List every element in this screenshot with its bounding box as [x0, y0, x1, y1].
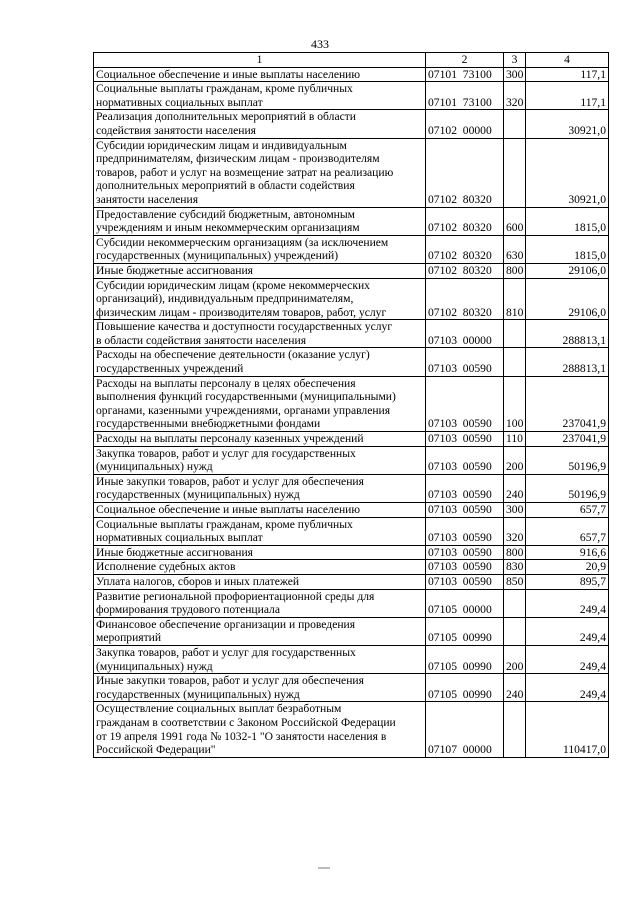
- row-sum-cell: 20,9: [526, 560, 609, 575]
- row-sum-cell: 50196,9: [526, 474, 609, 502]
- row-sum-cell: 1815,0: [526, 207, 609, 235]
- table-row: [94, 235, 609, 263]
- row-sum-cell: 657,7: [526, 503, 609, 518]
- row-vr-cell: 300: [504, 67, 526, 82]
- row-vr-cell: 300: [504, 503, 526, 518]
- table-row: [94, 560, 609, 575]
- row-vr-cell: 630: [504, 235, 526, 263]
- row-name-cell: Развитие региональной профориентационной среды для формирования трудового потенциала: [94, 589, 426, 617]
- row-sum-cell: 117,1: [526, 67, 609, 82]
- row-code-cell: 07105 00990: [426, 617, 504, 645]
- row-code-cell: 07105 00990: [426, 674, 504, 702]
- row-vr-cell: 830: [504, 560, 526, 575]
- row-sum-cell: 29106,0: [526, 263, 609, 278]
- row-code-cell: 07103 00590: [426, 376, 504, 431]
- row-vr-cell: [504, 702, 526, 757]
- row-vr-cell: 240: [504, 674, 526, 702]
- row-sum-cell: 249,4: [526, 617, 609, 645]
- row-code-cell: 07102 80320: [426, 138, 504, 207]
- row-name-cell: Иные бюджетные ассигнования: [94, 545, 426, 560]
- row-name-cell: Социальное обеспечение и иные выплаты населению: [94, 503, 426, 518]
- row-code-cell: 07103 00590: [426, 517, 504, 545]
- table-row: [94, 82, 609, 110]
- row-sum-cell: 895,7: [526, 574, 609, 589]
- row-code-cell: 07103 00590: [426, 446, 504, 474]
- row-name-cell: Расходы на выплаты персоналу казенных учреждений: [94, 432, 426, 447]
- row-sum-cell: 110417,0: [526, 702, 609, 757]
- row-code-cell: 07103 00590: [426, 545, 504, 560]
- row-name-cell: Социальные выплаты гражданам, кроме публичных нормативных социальных выплат: [94, 82, 426, 110]
- row-name-cell: Расходы на обеспечение деятельности (оказание услуг) государственных учреждений: [94, 348, 426, 376]
- row-code-cell: 07102 80320: [426, 263, 504, 278]
- row-vr-cell: 320: [504, 82, 526, 110]
- row-name-cell: Иные бюджетные ассигнования: [94, 263, 426, 278]
- row-sum-cell: 237041,9: [526, 432, 609, 447]
- row-vr-cell: 800: [504, 263, 526, 278]
- table-row: [94, 446, 609, 474]
- table-row: [94, 376, 609, 431]
- row-code-cell: 07103 00590: [426, 348, 504, 376]
- row-name-cell: Финансовое обеспечение организации и проведения мероприятий: [94, 617, 426, 645]
- header-col-name: 1: [94, 53, 426, 68]
- row-sum-cell: 657,7: [526, 517, 609, 545]
- row-name-cell: Закупка товаров, работ и услуг для государственных (муниципальных) нужд: [94, 645, 426, 673]
- row-sum-cell: 288813,1: [526, 348, 609, 376]
- row-name-cell: Субсидии юридическим лицам (кроме некоммерческих организаций), индивидуальным предпринимателям, физическим лицам - производителям товаров, работ, услуг: [94, 278, 426, 320]
- row-code-cell: 07103 00590: [426, 432, 504, 447]
- row-code-cell: 07102 80320: [426, 235, 504, 263]
- table-row: [94, 702, 609, 757]
- row-vr-cell: 320: [504, 517, 526, 545]
- table-row: [94, 320, 609, 348]
- row-sum-cell: 288813,1: [526, 320, 609, 348]
- table-row: [94, 517, 609, 545]
- row-code-cell: 07102 80320: [426, 278, 504, 320]
- row-code-cell: 07107 00000: [426, 702, 504, 757]
- table-header-row: [94, 53, 609, 68]
- row-code-cell: 07105 00000: [426, 589, 504, 617]
- table-row: [94, 67, 609, 82]
- row-sum-cell: 30921,0: [526, 138, 609, 207]
- row-vr-cell: 200: [504, 446, 526, 474]
- table-row: [94, 574, 609, 589]
- row-vr-cell: [504, 589, 526, 617]
- table-row: [94, 207, 609, 235]
- row-vr-cell: [504, 110, 526, 138]
- row-code-cell: 07101 73100: [426, 67, 504, 82]
- table-row: [94, 278, 609, 320]
- row-code-cell: 07103 00000: [426, 320, 504, 348]
- row-sum-cell: 237041,9: [526, 376, 609, 431]
- table-row: [94, 617, 609, 645]
- row-vr-cell: 100: [504, 376, 526, 431]
- header-col-code: 2: [426, 53, 504, 68]
- row-vr-cell: 110: [504, 432, 526, 447]
- row-code-cell: 07102 00000: [426, 110, 504, 138]
- row-vr-cell: [504, 348, 526, 376]
- row-sum-cell: 916,6: [526, 545, 609, 560]
- row-sum-cell: 249,4: [526, 645, 609, 673]
- row-code-cell: 07103 00590: [426, 503, 504, 518]
- header-col-vr: 3: [504, 53, 526, 68]
- row-vr-cell: 600: [504, 207, 526, 235]
- row-code-cell: 07105 00990: [426, 645, 504, 673]
- row-sum-cell: 29106,0: [526, 278, 609, 320]
- row-name-cell: Расходы на выплаты персоналу в целях обеспечения выполнения функций государственными (муниципальными) органами, казенными учреждениями, органами управления государственными внебюджетными фондами: [94, 376, 426, 431]
- row-code-cell: 07102 80320: [426, 207, 504, 235]
- row-name-cell: Исполнение судебных актов: [94, 560, 426, 575]
- row-name-cell: Реализация дополнительных мероприятий в области содействия занятости населения: [94, 110, 426, 138]
- table-body: [94, 67, 609, 757]
- table-row: [94, 589, 609, 617]
- row-vr-cell: 240: [504, 474, 526, 502]
- page-number: 433: [311, 37, 329, 51]
- row-sum-cell: 1815,0: [526, 235, 609, 263]
- row-sum-cell: 249,4: [526, 674, 609, 702]
- row-vr-cell: [504, 138, 526, 207]
- row-name-cell: Социальное обеспечение и иные выплаты населению: [94, 67, 426, 82]
- row-name-cell: Субсидии юридическим лицам и индивидуальным предпринимателям, физическим лицам - производителям товаров, работ и услуг на возмещение затрат на реализацию дополнительных мероприятий в области содействия занятости населения: [94, 138, 426, 207]
- table-row: [94, 503, 609, 518]
- table-row: [94, 432, 609, 447]
- row-vr-cell: 850: [504, 574, 526, 589]
- row-sum-cell: 249,4: [526, 589, 609, 617]
- row-code-cell: 07103 00590: [426, 574, 504, 589]
- table-row: [94, 645, 609, 673]
- table-row: [94, 348, 609, 376]
- row-vr-cell: 800: [504, 545, 526, 560]
- row-vr-cell: 200: [504, 645, 526, 673]
- row-sum-cell: 50196,9: [526, 446, 609, 474]
- header-col-sum: 4: [526, 53, 609, 68]
- row-name-cell: Субсидии некоммерческим организациям (за исключением государственных (муниципальных) учреждений): [94, 235, 426, 263]
- row-vr-cell: 810: [504, 278, 526, 320]
- row-sum-cell: 30921,0: [526, 110, 609, 138]
- row-vr-cell: [504, 320, 526, 348]
- table-row: [94, 110, 609, 138]
- table-row: [94, 674, 609, 702]
- table-row: [94, 474, 609, 502]
- row-vr-cell: [504, 617, 526, 645]
- row-name-cell: Повышение качества и доступности государственных услуг в области содействия занятости населения: [94, 320, 426, 348]
- row-code-cell: 07101 73100: [426, 82, 504, 110]
- row-name-cell: Закупка товаров, работ и услуг для государственных (муниципальных) нужд: [94, 446, 426, 474]
- scan-mark: [318, 867, 330, 869]
- table-row: [94, 545, 609, 560]
- budget-table: [93, 52, 609, 758]
- table-row: [94, 138, 609, 207]
- row-name-cell: Уплата налогов, сборов и иных платежей: [94, 574, 426, 589]
- row-code-cell: 07103 00590: [426, 474, 504, 502]
- row-sum-cell: 117,1: [526, 82, 609, 110]
- row-name-cell: Предоставление субсидий бюджетным, автономным учреждениям и иным некоммерческим организациям: [94, 207, 426, 235]
- row-code-cell: 07103 00590: [426, 560, 504, 575]
- row-name-cell: Осуществление социальных выплат безработным гражданам в соответствии с Законом Российской Федерации от 19 апреля 1991 года № 1032-1 "О занятости населения в Российской Федерации": [94, 702, 426, 757]
- row-name-cell: Иные закупки товаров, работ и услуг для обеспечения государственных (муниципальных) нужд: [94, 674, 426, 702]
- table-row: [94, 263, 609, 278]
- row-name-cell: Иные закупки товаров, работ и услуг для обеспечения государственных (муниципальных) нужд: [94, 474, 426, 502]
- row-name-cell: Социальные выплаты гражданам, кроме публичных нормативных социальных выплат: [94, 517, 426, 545]
